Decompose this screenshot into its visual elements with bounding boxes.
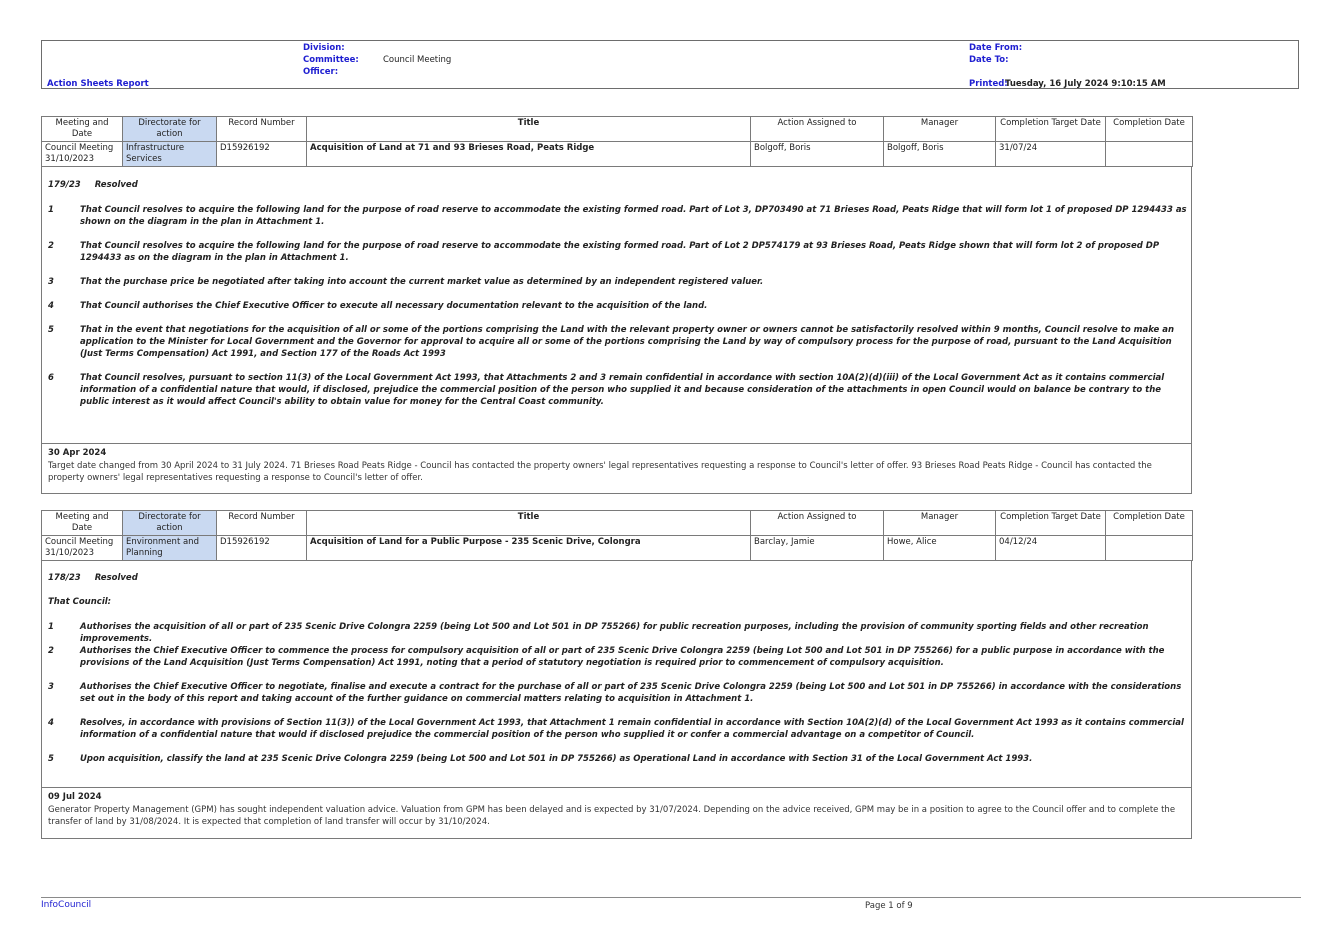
update-date: 09 Jul 2024 bbox=[48, 792, 102, 802]
completion-date-cell bbox=[1106, 142, 1193, 167]
resolution-item bbox=[48, 324, 1188, 360]
meeting-date: 31/10/2023 bbox=[45, 548, 94, 558]
item-text: That in the event that negotiations for the acquisition of all or some of the portions comprising the Land with the relevant property owner or owners cannot be satisfactorily resolved within 9 months, Council resolve to make an application to the Minister for Local Government and the Governor for approval to acquire all or some of the portions comprising the Land by way of compulsory process for the purpose of road, pursuant to the Land Acquisition (Just Terms Compensation) Act 1991, and Section 177 of the Roads Act 1993 bbox=[80, 325, 1175, 359]
resolution-item bbox=[48, 681, 1188, 705]
directorate-cell: Environment and Planning bbox=[123, 536, 217, 561]
item-text: That Council resolves to acquire the following land for the purpose of road reserve to accommodate the existing formed road. Part of Lot 3, DP703490 at 71 Brieses Road, Peats Ridge that will form lot 1 of proposed DP 1294433 as shown on the diagram in the plan in Attachment 1. bbox=[80, 205, 1187, 227]
item-text: Authorises the Chief Executive Officer to commence the process for compulsory acquisition of all or part of 235 Scenic Drive Colongra 2259 (being Lot 500 and Lot 501 in DP 755266) for a public purpose in accordance with the provisions of the Land Acquisition (Just Terms Compensation) Act 1991, noting that a period of statutory negotiation is required prior to commencement of compulsory acquisition. bbox=[80, 646, 1165, 668]
col-manager: Manager bbox=[884, 117, 996, 142]
directorate-cell: Infrastructure Services bbox=[123, 142, 217, 167]
update-text: Generator Property Management (GPM) has sought independent valuation advice. Valuation from GPM has been delayed and is expected by 31/07/2024. Depending on the advice received, GPM may be in a position to agree to the Council offer and to complete the transfer of land by 31/08/2024. It is expected that completion of land transfer will occur by 31/10/2024. bbox=[48, 805, 1176, 827]
resolution-item bbox=[48, 276, 1188, 288]
item-number: 2 bbox=[48, 241, 54, 251]
resolution-item bbox=[48, 645, 1188, 669]
col-target-date: Completion Target Date bbox=[996, 511, 1106, 536]
action-sheet-2 bbox=[41, 510, 1192, 839]
item-number: 1 bbox=[48, 622, 54, 632]
item-number: 4 bbox=[48, 718, 54, 728]
infocouncil-link[interactable]: InfoCouncil bbox=[41, 900, 92, 910]
item-number: 5 bbox=[48, 325, 54, 335]
item-number: 5 bbox=[48, 754, 54, 764]
report-header bbox=[41, 40, 1299, 89]
division-label: Division: bbox=[303, 43, 345, 53]
assigned-to-cell: Barclay, Jamie bbox=[751, 536, 884, 561]
meeting-cell bbox=[42, 536, 123, 561]
resolution-number: 178/23 bbox=[48, 573, 81, 583]
resolution-section bbox=[41, 167, 1192, 444]
resolution-item bbox=[48, 621, 1188, 645]
resolution-word: Resolved bbox=[94, 573, 138, 583]
manager-cell: Bolgoff, Boris bbox=[884, 142, 996, 167]
resolution-item bbox=[48, 240, 1188, 264]
col-meeting-date: Meeting and Date bbox=[42, 511, 123, 536]
meeting-name: Council Meeting bbox=[45, 537, 114, 547]
manager-cell: Howe, Alice bbox=[884, 536, 996, 561]
title-cell: Acquisition of Land for a Public Purpose - 235 Scenic Drive, Colongra bbox=[307, 536, 751, 561]
printed-value: Tuesday, 16 July 2024 9:10:15 AM bbox=[1005, 79, 1166, 89]
progress-update bbox=[41, 788, 1192, 839]
update-date: 30 Apr 2024 bbox=[48, 448, 107, 458]
col-directorate: Directorate for action bbox=[123, 117, 217, 142]
officer-label: Officer: bbox=[303, 67, 339, 77]
item-text: Upon acquisition, classify the land at 235 Scenic Drive Colongra 2259 (being Lot 500 and Lot 501 in DP 755266) as Operational Land in accordance with Section 31 of the Local Government Act 1993. bbox=[80, 754, 1033, 764]
record-number-cell: D15926192 bbox=[217, 142, 307, 167]
title-cell: Acquisition of Land at 71 and 93 Brieses Road, Peats Ridge bbox=[307, 142, 751, 167]
item-number: 4 bbox=[48, 301, 54, 311]
committee-label: Committee: bbox=[303, 55, 359, 65]
date-to-label: Date To: bbox=[969, 55, 1009, 65]
record-number-cell: D15926192 bbox=[217, 536, 307, 561]
resolution-heading bbox=[48, 573, 138, 583]
col-manager: Manager bbox=[884, 511, 996, 536]
footer-divider bbox=[41, 897, 1301, 898]
page-number: Page 1 of 9 bbox=[865, 901, 913, 911]
action-meta-table bbox=[41, 510, 1193, 561]
resolution-item bbox=[48, 717, 1188, 741]
assigned-to-cell: Bolgoff, Boris bbox=[751, 142, 884, 167]
printed-label: Printed: bbox=[969, 79, 1008, 89]
meeting-name: Council Meeting bbox=[45, 143, 114, 153]
item-number: 2 bbox=[48, 646, 54, 656]
item-text: That the purchase price be negotiated after taking into account the current market value as determined by an independent registered valuer. bbox=[80, 277, 764, 287]
col-record-number: Record Number bbox=[217, 511, 307, 536]
col-meeting-date: Meeting and Date bbox=[42, 117, 123, 142]
completion-date-cell bbox=[1106, 536, 1193, 561]
target-date-cell: 04/12/24 bbox=[996, 536, 1106, 561]
item-text: Authorises the Chief Executive Officer to negotiate, finalise and execute a contract for the purchase of all or part of 235 Scenic Drive Colongra 2259 (being Lot 500 and Lot 501 in DP 755266) in accordance with the considerations set out in the body of this report and taking account of the further guidance on commercial matters relating to acquisition in Attachment 1. bbox=[80, 682, 1182, 704]
resolution-intro: That Council: bbox=[48, 597, 112, 607]
item-number: 3 bbox=[48, 277, 54, 287]
report-title: Action Sheets Report bbox=[47, 79, 149, 89]
col-assigned-to: Action Assigned to bbox=[751, 511, 884, 536]
item-text: Resolves, in accordance with provisions of Section 11(3)) of the Local Government Act 1993, that Attachment 1 remain confidential in accordance with Section 10A(2)(d) of the Local Government Act 1993 as it contains commercial information of a confidential nature that would if disclosed prejudice the commercial position of the person who supplied it or confer a commercial advantage on a competitor of Council. bbox=[80, 718, 1184, 740]
item-text: That Council resolves to acquire the following land for the purpose of road reserve to accommodate the existing formed road. Part of Lot 2 DP574179 at 93 Brieses Road, Peats Ridge shown that will form lot 2 of proposed DP 1294433 as on the diagram in the plan in Attachment 1. bbox=[80, 241, 1160, 263]
progress-update bbox=[41, 444, 1192, 494]
col-completion-date: Completion Date bbox=[1106, 511, 1193, 536]
col-assigned-to: Action Assigned to bbox=[751, 117, 884, 142]
item-number: 3 bbox=[48, 682, 54, 692]
item-number: 6 bbox=[48, 373, 54, 383]
resolution-item bbox=[48, 753, 1188, 765]
table-header-row bbox=[42, 117, 1193, 142]
col-title: Title bbox=[307, 511, 751, 536]
col-record-number: Record Number bbox=[217, 117, 307, 142]
resolution-item bbox=[48, 204, 1188, 228]
resolution-heading bbox=[48, 180, 138, 190]
item-text: That Council resolves, pursuant to section 11(3) of the Local Government Act 1993, that Attachments 2 and 3 remain confidential in accordance with section 10A(2)(d)(iii) of the Local Government Act as it contains commercial information of a confidential nature that would, if disclosed, prejudice the commercial position of the person who supplied it and because consideration of the attachments in open Council would on balance be contrary to the public interest as it would affect Council's ability to obtain value for money for the Central Coast community. bbox=[80, 373, 1165, 407]
action-meta-table bbox=[41, 116, 1193, 167]
col-completion-date: Completion Date bbox=[1106, 117, 1193, 142]
resolution-number: 179/23 bbox=[48, 180, 81, 190]
committee-value: Council Meeting bbox=[383, 55, 452, 65]
date-from-label: Date From: bbox=[969, 43, 1023, 53]
meeting-date: 31/10/2023 bbox=[45, 154, 94, 164]
table-header-row bbox=[42, 511, 1193, 536]
resolution-item bbox=[48, 300, 1188, 312]
resolution-word: Resolved bbox=[94, 180, 138, 190]
table-row bbox=[42, 536, 1193, 561]
item-text: Authorises the acquisition of all or part of 235 Scenic Drive Colongra 2259 (being Lot 500 and Lot 501 in DP 755266) for public recreation purposes, including the provision of community sporting fields and other recreation improvements. bbox=[80, 622, 1149, 644]
col-title: Title bbox=[307, 117, 751, 142]
col-directorate: Directorate for action bbox=[123, 511, 217, 536]
target-date-cell: 31/07/24 bbox=[996, 142, 1106, 167]
col-target-date: Completion Target Date bbox=[996, 117, 1106, 142]
table-row bbox=[42, 142, 1193, 167]
update-text: Target date changed from 30 April 2024 to 31 July 2024. 71 Brieses Road Peats Ridge - Council has contacted the property owners' legal representatives requesting a response to Council's letter of offer. 93 Brieses Road Peats Ridge - Council has contacted the property owners' legal representatives requesting a response to Council's letter of offer. bbox=[48, 461, 1152, 483]
item-number: 1 bbox=[48, 205, 54, 215]
meeting-cell bbox=[42, 142, 123, 167]
resolution-section bbox=[41, 561, 1192, 788]
item-text: That Council authorises the Chief Executive Officer to execute all necessary documentation relevant to the acquisition of the land. bbox=[80, 301, 708, 311]
resolution-item bbox=[48, 372, 1188, 408]
action-sheet-1 bbox=[41, 116, 1192, 494]
